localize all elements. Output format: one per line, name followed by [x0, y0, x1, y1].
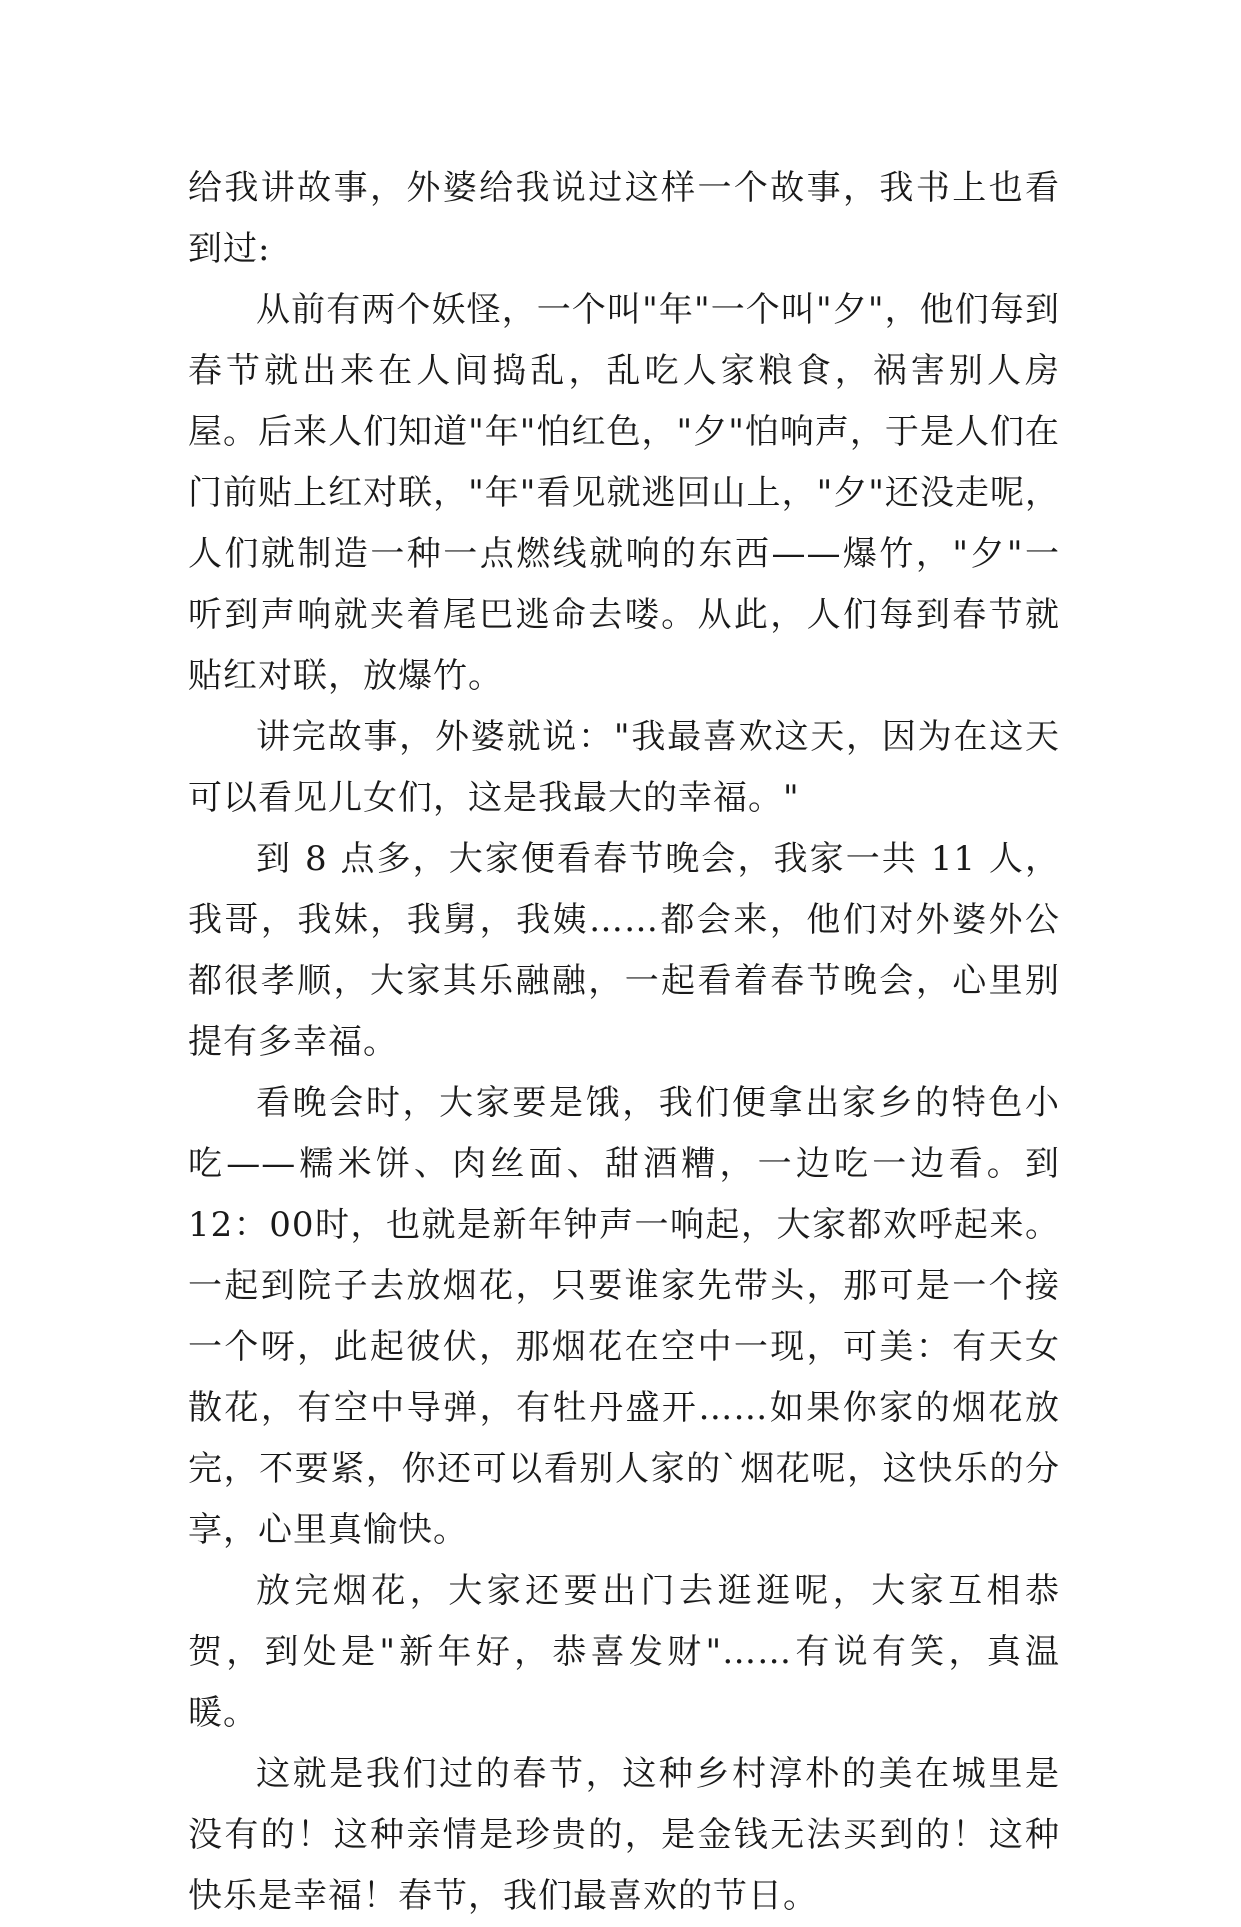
- paragraph-7: 这就是我们过的春节，这种乡村淳朴的美在城里是没有的！这种亲情是珍贵的，是金钱无法买到的！这种快乐是幸福！春节，我们最喜欢的节日。: [188, 1754, 1060, 1916]
- paragraph-4: 到 8 点多，大家便看春节晚会，我家一共 11 人，我哥，我妹，我舅，我姨……都会来，他们对外婆外公都很孝顺，大家其乐融融，一起看着春节晚会，心里别提有多幸福。: [188, 839, 1060, 1062]
- paragraph-5: 看晚会时，大家要是饿，我们便拿出家乡的特色小吃——糯米饼、肉丝面、甜酒糟，一边吃一边看。到 12：00时，也就是新年钟声一响起，大家都欢呼起来。一起到院子去放烟花，只要谁家先带头，那可是一个接一个呀，此起彼伏，那烟花在空中一现，可美：有天女散花，有空中导弹，有牡丹盛开……如果你家的烟花放完，不要紧，你还可以看别人家的`烟花呢，这快乐的分享，心里真愉快。: [188, 1083, 1060, 1550]
- paragraph-1: 给我讲故事，外婆给我说过这样一个故事，我书上也看到过:: [188, 168, 1060, 269]
- document-body: [188, 158, 1060, 1927]
- paragraph-3: 讲完故事，外婆就说："我最喜欢这天，因为在这天可以看见儿女们，这是我最大的幸福。": [188, 717, 1060, 818]
- paragraph-2: 从前有两个妖怪，一个叫"年"一个叫"夕"，他们每到春节就出来在人间捣乱，乱吃人家粮食，祸害别人房屋。后来人们知道"年"怕红色，"夕"怕响声，于是人们在门前贴上红对联，"年"看见就逃回山上，"夕"还没走呢，人们就制造一种一点燃线就响的东西——爆竹，"夕"一听到声响就夹着尾巴逃命去喽。从此，人们每到春节就贴红对联，放爆竹。: [188, 290, 1060, 696]
- paragraph-6: 放完烟花，大家还要出门去逛逛呢，大家互相恭贺，到处是"新年好，恭喜发财"……有说有笑，真温暖。: [188, 1571, 1060, 1733]
